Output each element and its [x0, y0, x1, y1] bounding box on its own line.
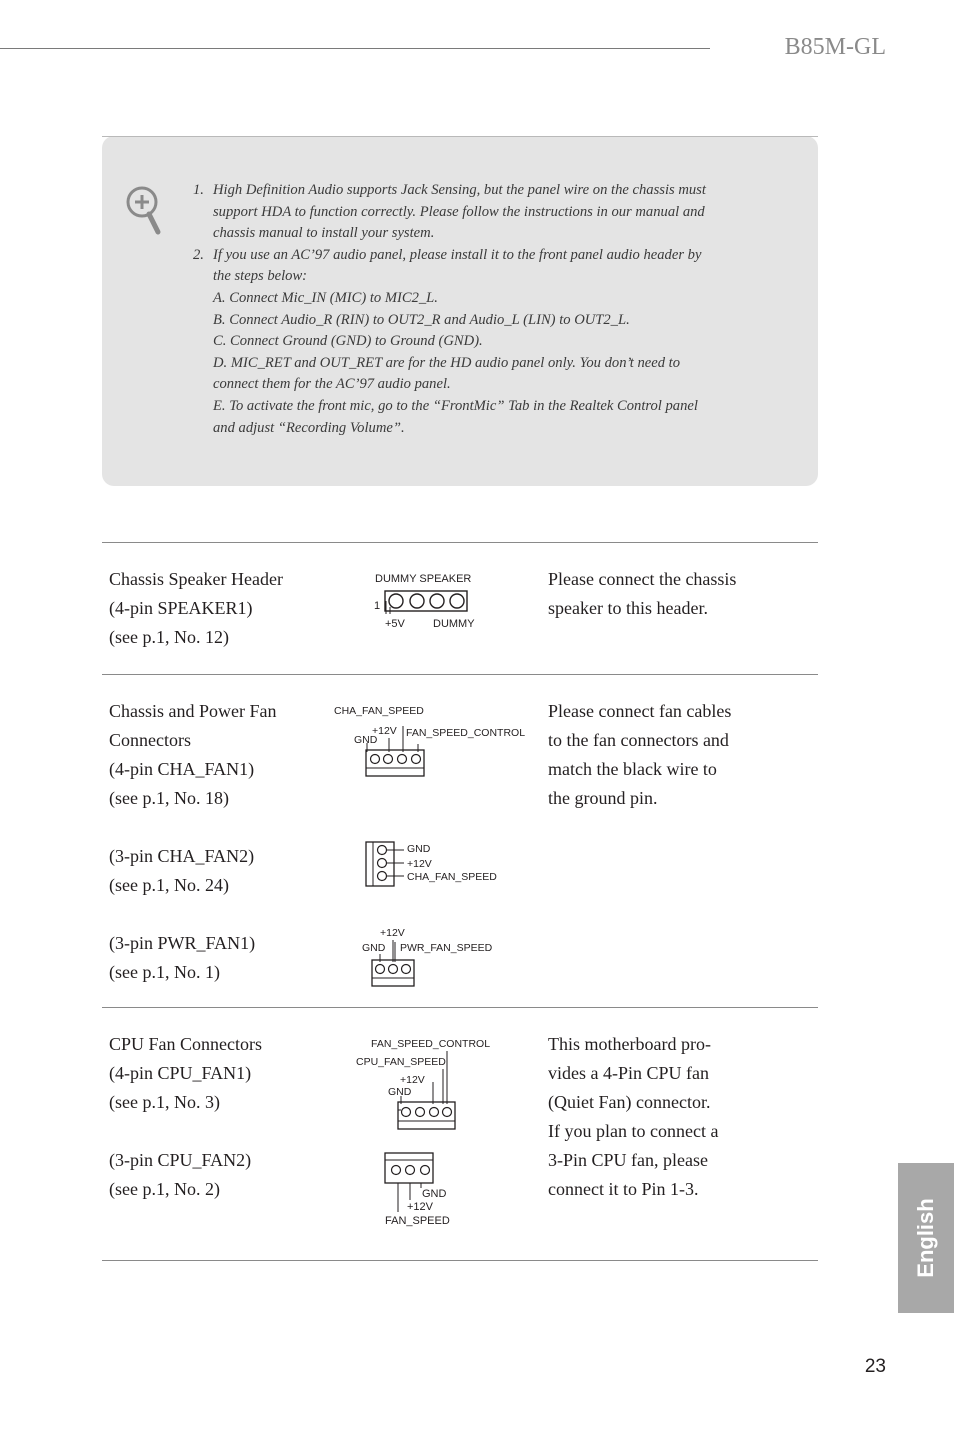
note-line: support HDA to function correctly. Please follow the instructions in our manual and — [213, 203, 705, 220]
note-list — [190, 180, 755, 439]
note-line: High Definition Audio supports Jack Sensing, but the panel wire on the chassis must — [213, 182, 706, 198]
svg-text:GND: GND — [407, 843, 431, 855]
svg-text:PWR_FAN_SPEED: PWR_FAN_SPEED — [400, 942, 493, 954]
fan-connectors-instructions: Please connect fan cables to the fan connectors and match the black wire to the ground pin. — [548, 701, 732, 808]
speaker-5v-label: +5V — [385, 618, 405, 630]
header-rule — [0, 48, 710, 49]
svg-text:FAN_SPEED_CONTROL: FAN_SPEED_CONTROL — [371, 1038, 491, 1050]
note-line: chassis manual to install your system. — [213, 225, 435, 242]
cha-fan2-diagram — [360, 838, 510, 890]
section-rule — [102, 542, 818, 543]
svg-text:CPU_FAN_SPEED: CPU_FAN_SPEED — [356, 1056, 446, 1068]
note-line: connect them for the AC’97 audio panel. — [213, 376, 451, 393]
speaker-header-instructions: Please connect the chassis speaker to this header. — [548, 569, 737, 618]
note-line: and adjust “Recording Volume”. — [213, 419, 405, 436]
svg-text:+12V: +12V — [380, 927, 405, 939]
note-item-1: 1. High Definition Audio supports Jack Sensing, but the panel wire on the chassis must support HDA to function correctly. Please follow the instructions in our manual and chassis manual to install your system. — [190, 180, 755, 245]
speaker-header-diagram — [365, 565, 505, 635]
svg-text:+12V: +12V — [400, 1074, 425, 1086]
note-line: E. To activate the front mic, go to the “FrontMic” Tab in the Realtek Control panel — [213, 397, 698, 414]
svg-text:GND: GND — [422, 1188, 447, 1200]
cpu-fan1-diagram — [352, 1034, 502, 1134]
model-title: B85M-GL — [784, 34, 886, 60]
section-rule — [102, 674, 818, 675]
pwr-fan1-diagram — [358, 924, 508, 990]
svg-text:+12V: +12V — [407, 858, 432, 870]
fan-connectors-description: Chassis and Power Fan Connectors (4-pin CHA_FAN1) (see p.1, No. 18) (3-pin CHA_FAN2) (see p.1, No. 24) (3-pin PWR_FAN1) (see p.1, No. 1) — [109, 701, 277, 982]
svg-text:CHA_FAN_SPEED: CHA_FAN_SPEED — [334, 705, 424, 717]
svg-text:CHA_FAN_SPEED: CHA_FAN_SPEED — [407, 871, 497, 883]
language-tab — [898, 1163, 954, 1313]
note-line: B. Connect Audio_R (RIN) to OUT2_R and Audio_L (LIN) to OUT2_L. — [213, 311, 630, 328]
speaker-top-label: DUMMY SPEAKER — [375, 573, 472, 585]
note-line: the steps below: — [213, 268, 308, 285]
section-rule — [102, 1260, 818, 1261]
language-tab-label: English — [913, 1198, 938, 1278]
svg-text:+12V: +12V — [372, 725, 397, 737]
note-item-2: 2. If you use an AC’97 audio panel, please install it to the front panel audio header by the steps below: A. Connect Mic_IN (MIC) to MIC2_L. B. Connect Audio_R (RIN) to OUT2_R and Audio_L (LIN) to OUT2_L. C. Connect Ground (GND) to Ground (GND). D. MIC_RET and OUT_RET are for the HD audio panel only. You don’t need to connect them for the AC’97 audio panel. E. To activate the front mic, go to the “FrontMic” Tab in the Realtek Control panel and adjust “Recording Volume”. — [190, 245, 755, 439]
page-number: 23 — [864, 1356, 886, 1377]
svg-text:GND: GND — [362, 942, 386, 954]
cpu-fan2-diagram — [380, 1148, 500, 1230]
speaker-dummy-label: DUMMY — [433, 618, 475, 630]
note-line: If you use an AC’97 audio panel, please install it to the front panel audio header by — [213, 246, 702, 263]
magnifier-plus-icon — [122, 182, 164, 238]
svg-text:GND: GND — [354, 734, 378, 746]
svg-text:FAN_SPEED_CONTROL: FAN_SPEED_CONTROL — [406, 727, 526, 739]
note-line: C. Connect Ground (GND) to Ground (GND). — [213, 333, 483, 350]
svg-text:+12V: +12V — [407, 1201, 433, 1213]
note-line: D. MIC_RET and OUT_RET are for the HD audio panel only. You don’t need to — [213, 354, 680, 371]
cpu-fan-instructions: This motherboard pro- vides a 4-Pin CPU fan (Quiet Fan) connector. If you plan to connect a 3-Pin CPU fan, please connect it to Pin 1-3. — [548, 1034, 719, 1199]
svg-text:GND: GND — [388, 1086, 412, 1098]
section-rule — [102, 1007, 818, 1008]
note-box-top-rule — [102, 136, 818, 137]
note-line: A. Connect Mic_IN (MIC) to MIC2_L. — [213, 289, 438, 306]
speaker-pin1-label: 1 — [374, 600, 381, 612]
svg-text:FAN_SPEED: FAN_SPEED — [385, 1215, 450, 1227]
cpu-fan-description: CPU Fan Connectors (4-pin CPU_FAN1) (see p.1, No. 3) (3-pin CPU_FAN2) (see p.1, No. 2) — [109, 1034, 262, 1199]
speaker-header-description: Chassis Speaker Header (4-pin SPEAKER1) (see p.1, No. 12) — [109, 569, 283, 647]
cha-fan1-diagram — [330, 700, 540, 780]
